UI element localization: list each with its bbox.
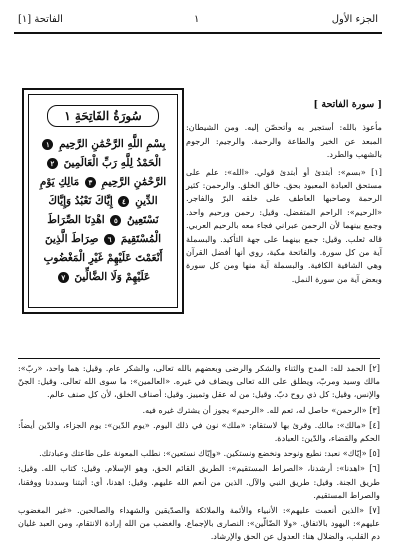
verse-text: مَالِكِ يَوْمِ الدِّينِ (39, 176, 158, 207)
verse-number-marker: ٧ (58, 272, 69, 283)
verse-number-marker: ٣ (85, 177, 96, 188)
note-7: [٧] «الذين أنعمت عليهم»: الأنبياء والأئمة والملائكة والصدّيقين والشهداء والصالحين. «غير المغضوب عليهم»: اليهود بالاتفاق. «ولا الضّالّين»: النصارى بالإجماع. والغضب من الله إرادة الانتقام، ومن العبد غليان دم القلب، والضلال هنا: العدول عن الحق والإرشاد. (18, 505, 380, 542)
verse-text: صِرَاطَ الَّذِينَ أَنْعَمْتَ عَلَيْهِمْ غَيْرِ الْمَغْضُوبِ عَلَيْهِمْ وَلَا الضَّالِّينَ (43, 233, 163, 283)
verse-number-marker: ٤ (118, 196, 129, 207)
page-header (14, 10, 382, 34)
verse-number-marker: ٢ (47, 158, 58, 169)
divider (18, 358, 380, 359)
note-5: [٥] «إيّاك» نعبد: نطيع ونوحد ونخضع ونستكين. «وإيّاك نستعين»: نطلب المعونة على طاعتك وعبادتك. (39, 448, 380, 459)
note-2: [٢] الحمد لله: المدح والثناء والشكر والرضى وبعضهم بالله تعالى، والشكر عام. وقيل: هما واحد، «ربّ»: مالك وسيد ومربّ، ويطلق على الله تعالى ويضاف في غيره. «العالمين»: ما سوى الله تعالى. وقيل: الجنّ والإنس، وقيل: كل ذي روح دبّ. وقيل: من له عقل وتمييز. وقيل: أصناف الخلق، لأن كل صنف عالم. (18, 363, 380, 400)
commentary-intro: مأعوذ بالله: أستجير به وأتحصّن إليه. ومن الشيطان: المبعد عن الخير والطاعة والرحمة. والرجيم: الرجوم بالشهب والطرد. (186, 122, 382, 160)
page (14, 10, 382, 548)
commentary-column (186, 98, 382, 290)
verse-number-marker: ١ (42, 139, 53, 150)
verse-number-marker: ٦ (104, 234, 115, 245)
surah-label: الفاتحة [١] (18, 14, 63, 25)
verse-text: الْحَمْدُ لِلَّهِ رَبِّ الْعَالَمِينَ (63, 157, 162, 169)
page-number: ١ (194, 14, 200, 25)
note-4: [٤] «مالك»: مالك. وقرئ بها لاستقام: «ملك» نون في ذلك اليوم. «يوم الدّين»: يوم الجزاء، والدّين أيضاً: الحكم والقضاء، والدّين: العبادة. (18, 419, 380, 444)
verse-text: اهْدِنَا الصِّرَاطَ الْمُسْتَقِيمَ (47, 214, 162, 245)
verses-block (29, 133, 177, 289)
section-title: [ سورة الفاتحة ] (313, 99, 382, 110)
surah-title: سُورَةُ الفَاتِحَةِ ١ (47, 105, 159, 127)
commentary-note-1: [١] «بسم»: أبتدئ أو أبتدئ قولي. «الله»: علم على مستحق العبادة المعبود بحق. خالق الخلق. والرحمن: كثير الرحمة وصاحبها العاطف على خلقه البرّ والفاجر. «الرحيم»: الراحم المتفضل. وقيل: رحمن ورحيم واحد. وجمع بينهما لأن الرحمن عبراني فجاء معه بالرحيم العربي. قاله ثعلب. وقيل: جمع بينهما على جهة التأكيد. والبسملة آية من كل سورة. والفاتحة مكية، روي أنها أفضل القرآن وهي الشافية الكافية. والبسملة آية منها ومن كل سورة وبعض آية من سورة النمل. (186, 166, 382, 284)
part-label: الجزء الأول (331, 14, 378, 25)
verse-text: إِيَّاكَ نَعْبُدُ وَإِيَّاكَ نَسْتَعِينُ (48, 195, 159, 226)
verse-text: بِسْمِ اللَّهِ الرَّحْمَٰنِ الرَّحِيمِ (59, 138, 166, 150)
mushaf-inner-border (28, 94, 178, 308)
verse-text: الرَّحْمَٰنِ الرَّحِيمِ (101, 176, 167, 188)
notes-block (18, 362, 380, 546)
note-3: [٣] «الرحمن» حاصل له، تعم لله. «الرحيم» يجوز أن يشترك غيره فيه. (142, 404, 380, 415)
verse-number-marker: ٥ (110, 215, 121, 226)
mushaf-frame (22, 88, 184, 314)
note-6: [٦] «اهدنا»: أرشدنا، «الصراط المستقيم»: الطريق القائم الحق، وهو الإسلام. وقيل: كتاب الله. وقيل: طريق الجنة. وقيل: طريق النبي والآل. الذين من أنعم الله عليهم. وقيل: اهدنا، أي: أثبتنا وسددنا ووفقنا، والصراط المستقيم. (18, 463, 380, 500)
